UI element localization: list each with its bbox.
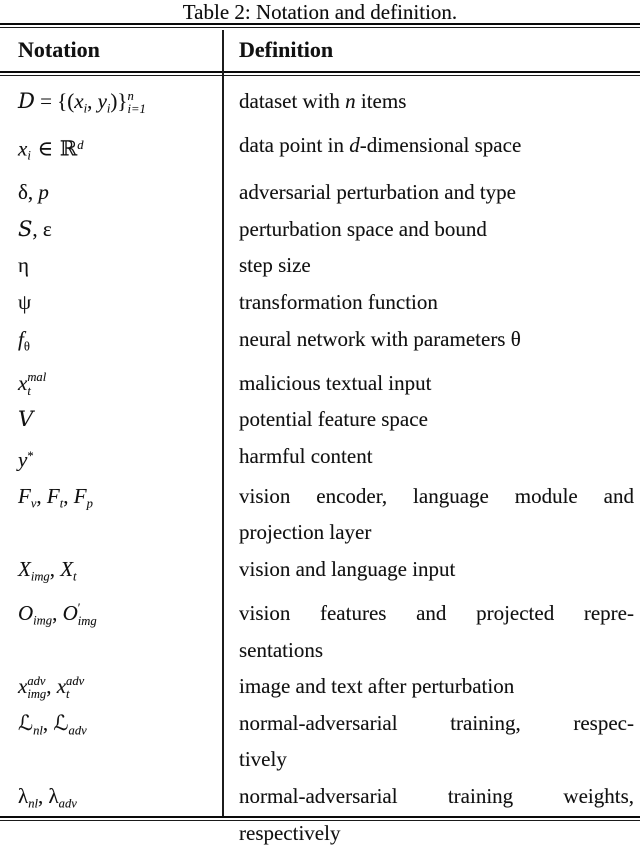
definition-cell: potential feature space [239,407,428,432]
column-header-notation: Notation [18,37,100,62]
table-row [0,705,640,778]
table-row [0,595,640,668]
notation-cell: $D = \{(x_i$, $y_i$)} n i=1 [18,88,146,117]
notation-cell: $X_{img}$, $X_t$ [18,556,77,584]
column-divider [222,30,224,816]
definition-cell: vision and language input [239,556,456,581]
definition-cell: step size [239,253,311,278]
definition-cell: transformation function [239,290,438,315]
table-row [0,478,640,551]
notation-cell: V [18,407,34,432]
table-row [0,247,640,284]
notation-cell: S, ε [18,216,52,241]
definition-cell: image and text after perturbation [239,674,515,699]
notation-cell: x mal t [18,370,47,398]
bottom-rule [0,816,640,821]
table-row [0,778,640,851]
definition-cell: malicious textual input [239,370,432,395]
definition-cell: harmful content [239,443,373,468]
notation-cell: η [18,253,29,278]
table-row [0,668,640,705]
header-rule [0,71,640,76]
notation-cell: y* [18,447,34,472]
notation-cell: $\lambda_{nl}$, $\lambda_{adv}$ [18,783,77,811]
table-row [0,211,640,248]
definition-cell: neural network with parameters θ [239,326,521,351]
table-caption: Table 2: Notation and definition. [182,0,458,24]
notation-cell: ψ [18,290,32,315]
definition-cell: adversarial perturbation and type [239,180,516,205]
table-body [0,83,640,851]
definition-cell: data point in d-dimensional space [239,133,522,157]
column-header-definition: Definition [239,37,334,62]
definition-cell: dataset with n items [239,89,407,113]
notation-cell: x adv img , x adv t [18,673,85,702]
notation-cell: $f_\theta$ [18,326,30,354]
top-rule [0,23,640,28]
definition-cell: vision features and projected repre- sentations [239,600,634,662]
definition-cell: vision encoder, language module and projection layer [239,483,634,545]
notation-cell: $x_i$ ∈ ℝ$^d$ [18,136,84,163]
table-row [0,365,640,402]
notation-cell: $F_v$, $F_t$, $F_p$ [18,483,93,511]
table-row [0,127,640,174]
table-row [0,174,640,211]
notation-cell: δ, p [18,180,49,205]
table-row [0,284,640,321]
table-row [0,551,640,595]
definition-cell: perturbation space and bound [239,216,487,241]
table-row [0,401,640,438]
notation-cell: $O_{img}$, O ′ img [18,600,97,628]
table-row [0,438,640,478]
notation-cell: ℒ$_{nl}$, ℒ$_{adv}$ [18,710,87,738]
definition-cell: normal-adversarial training weights, respectively [239,783,634,845]
table-header-row [0,29,640,71]
table-row [0,83,640,127]
table-row [0,321,640,365]
definition-cell: normal-adversarial training, respec- tively [239,710,634,772]
